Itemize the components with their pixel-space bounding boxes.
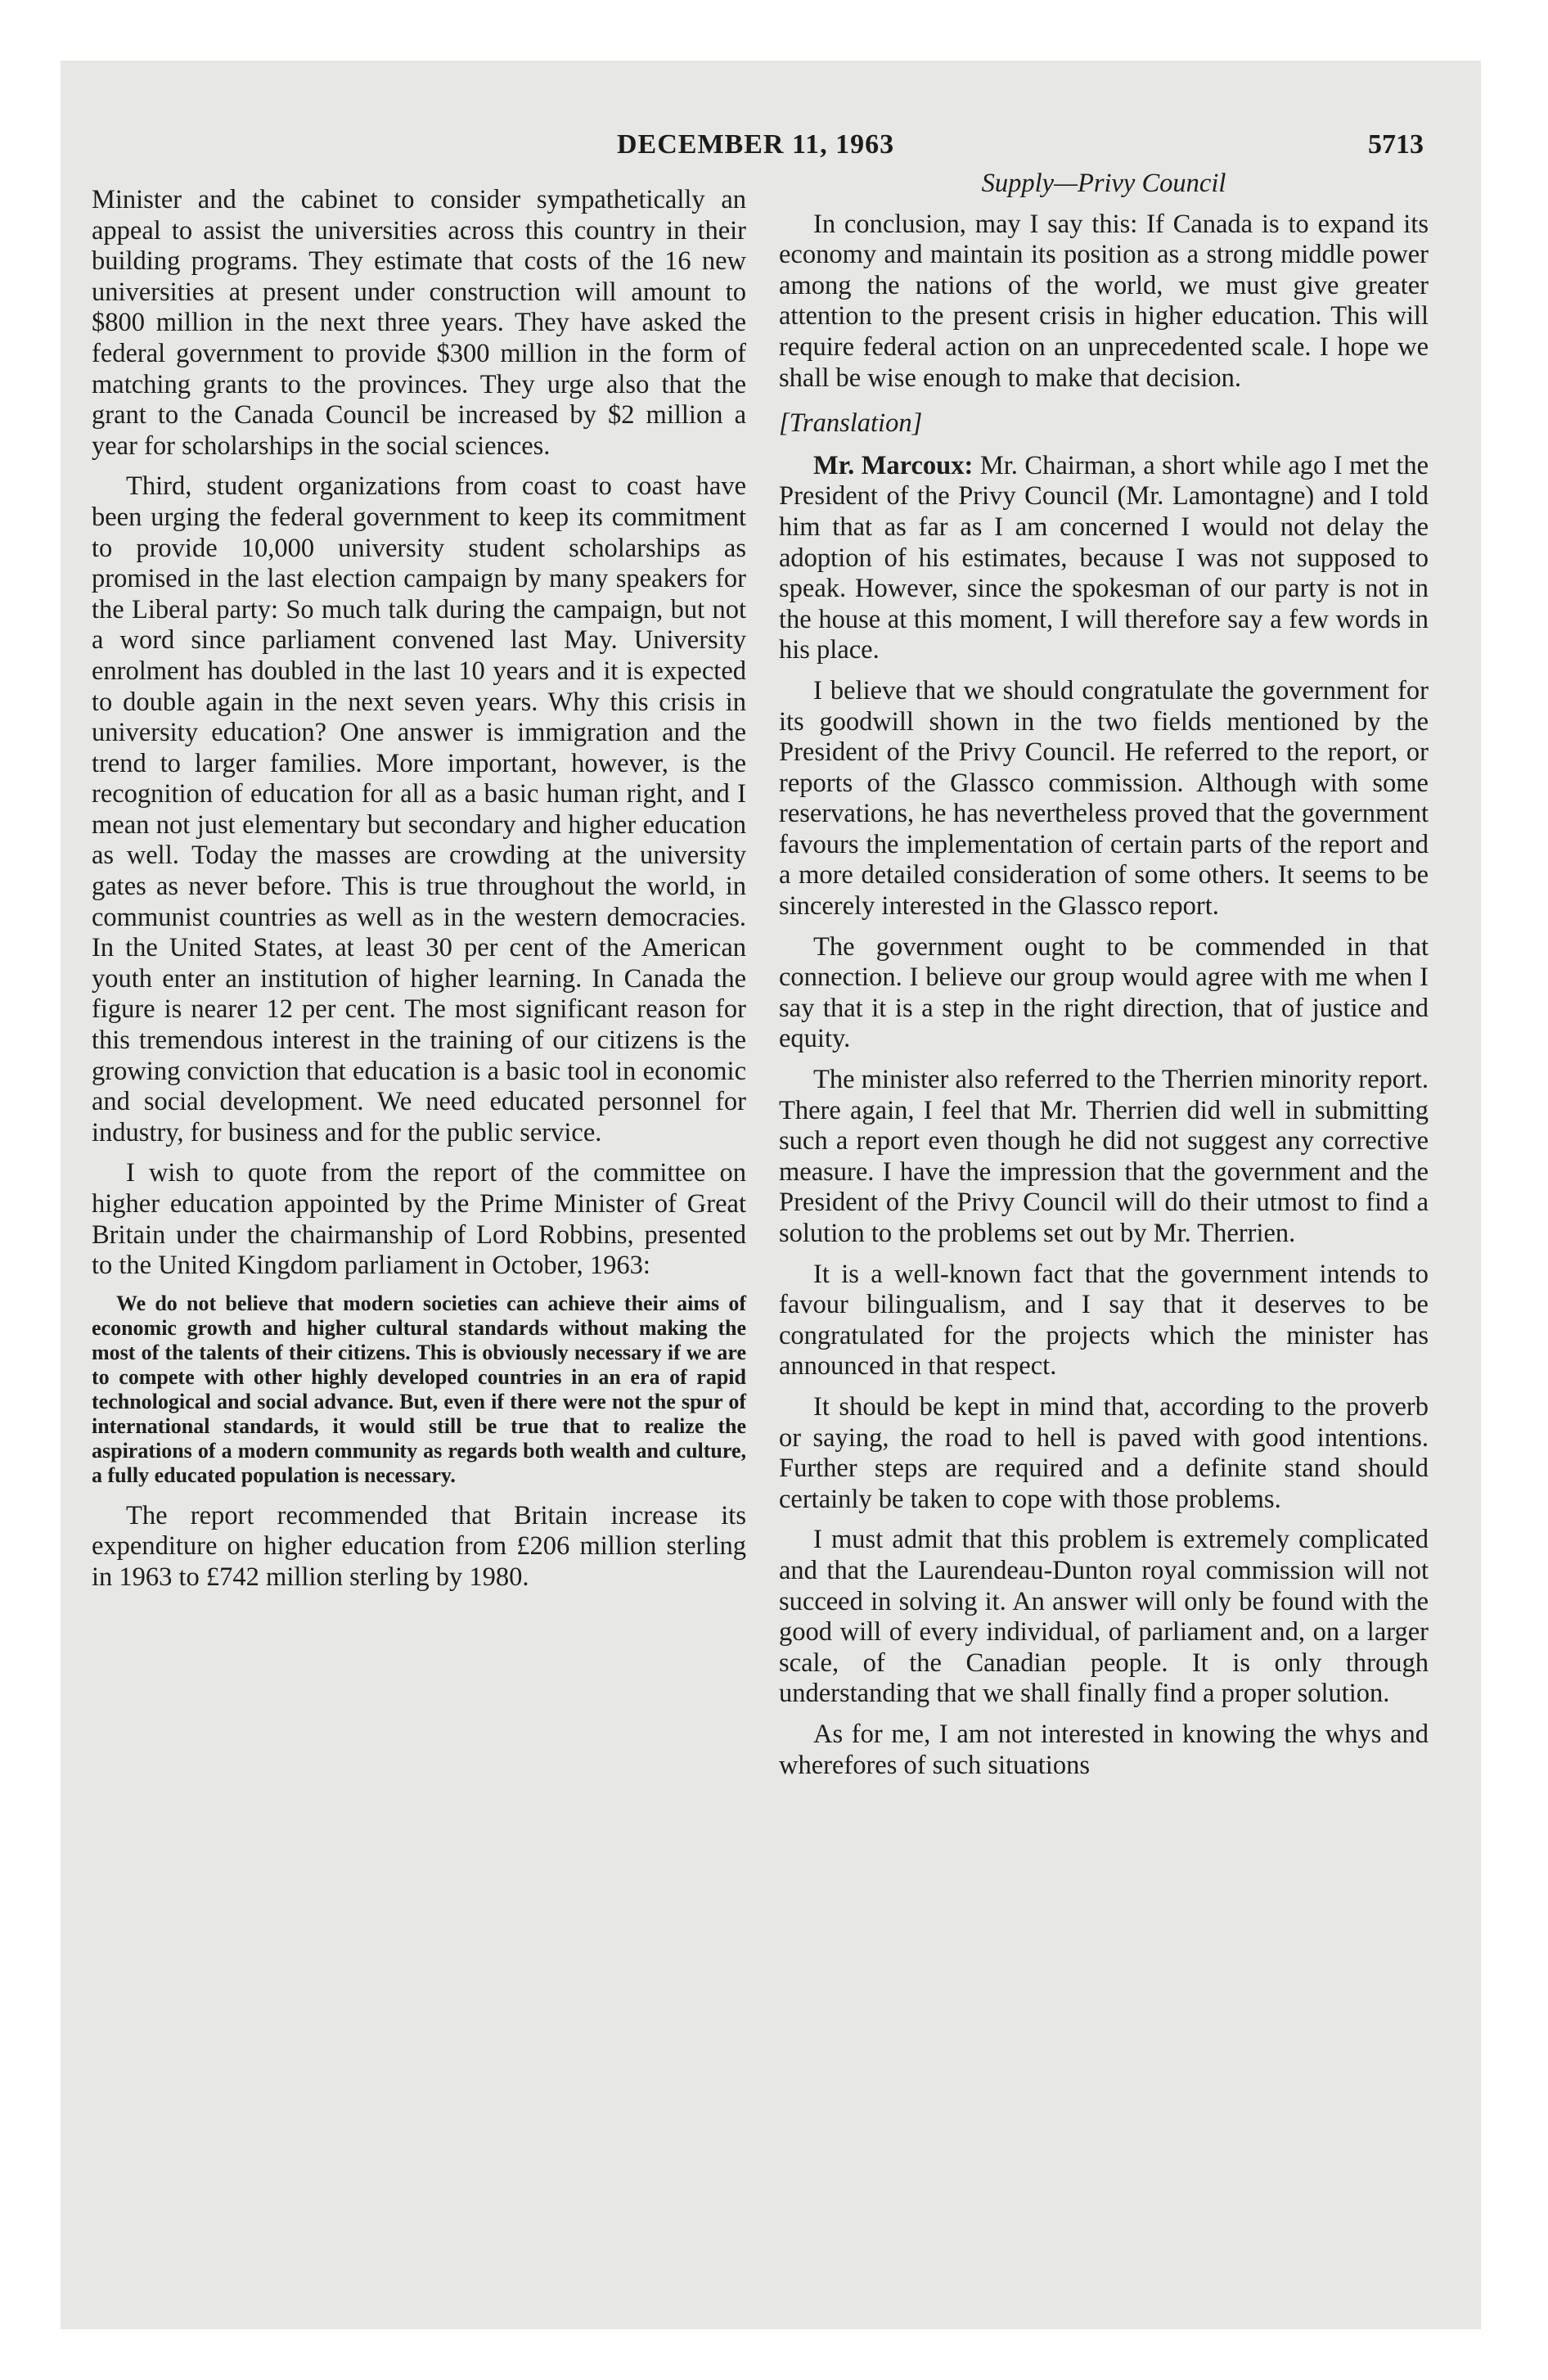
page-header: [61, 129, 1481, 170]
header-date: DECEMBER 11, 1963: [617, 129, 895, 160]
right-paragraph-8: I must admit that this problem is extremely complicated and that the Laurendeau-Dunton royal commission will not succeed in solving it. An answer will only be found with the good will of every individual, of parliament and, on a larger scale, of the Canadian people. It is only through understanding that we shall finally find a proper solution.: [779, 1525, 1429, 1709]
section-title: Supply—Privy Council: [981, 169, 1226, 198]
left-paragraph-4: The report recommended that Britain increase its expenditure on higher education from £206 million sterling in 1963 to £742 million sterling by 1980.: [92, 1500, 746, 1592]
left-column: [92, 185, 746, 1603]
left-paragraph-1: Minister and the cabinet to consider sympathetically an appeal to assist the universities across this country in their building programs. They estimate that costs of the 16 new universities at present under construction will amount to $800 million in the next three years. They have asked the federal government to provide $300 million in the form of matching grants to the provinces. They urge also that the grant to the Canada Council be increased by $2 million a year for scholarships in the social sciences.: [92, 185, 746, 461]
right-paragraph-3: I believe that we should congratulate the government for its goodwill shown in the two fields mentioned by the President of the Privy Council. He referred to the report, or reports of the Glassco commission. Although with some reservations, he has nevertheless proved that the government favours the implementation of certain parts of the report and a more detailed consideration of some others. It seems to be sincerely interested in the Glassco report.: [779, 675, 1429, 922]
right-paragraph-1: In conclusion, may I say this: If Canada is to expand its economy and maintain its position as a strong middle power among the nations of the world, we must give greater attention to the present crisis in higher education. This will require federal action on an unprecedented scale. I hope we shall be wise enough to make that decision.: [779, 209, 1429, 393]
page-number: 5713: [1368, 129, 1424, 160]
speaker-remarks: Mr. Chairman, a short while ago I met the President of the Privy Council (Mr. Lamontagne) and I told him that as far as I am concerned I would not delay the adoption of his estimates, because I was not supposed to speak. However, since the spokesman of our party is not in the house at this moment, I will therefore say a few words in his place.: [779, 450, 1429, 665]
right-paragraph-4: The government ought to be commended in that connection. I believe our group would agree with me when I say that it is a step in the right direction, that of justice and equity.: [779, 931, 1429, 1054]
speaker-name: Mr. Marcoux:: [813, 450, 974, 480]
right-paragraph-7: It should be kept in mind that, according to the proverb or saying, the road to hell is paved with good intentions. Further steps are required and a definite stand should certainly be taken to cope with those problems.: [779, 1391, 1429, 1514]
left-paragraph-3: I wish to quote from the report of the committee on higher education appointed by the Prime Minister of Great Britain under the chairmanship of Lord Robbins, presented to the United Kingdom parliament in October, 1963:: [92, 1158, 746, 1281]
right-paragraph-6: It is a well-known fact that the government intends to favour bilingualism, and I say that it deserves to be congratulated for the projects which the minister has announced in that respect.: [779, 1259, 1429, 1382]
right-paragraph-9: As for me, I am not interested in knowing the whys and wherefores of such situations: [779, 1719, 1429, 1780]
scanned-page: [61, 61, 1481, 2329]
left-paragraph-2: Third, student organizations from coast to coast have been urging the federal government to keep its commitment to provide 10,000 university student scholarships as promised in the last election campaign by many speakers for the Liberal party: So much talk during the campaign, but not a word since parliament convened last May. University enrolment has doubled in the last 10 years and it is expected to double again in the next seven years. Why this crisis in university education? One answer is immigration and the trend to larger families. More important, however, is the recognition of education for all as a basic human right, and I mean not just elementary but secondary and higher education as well. Today the masses are crowding at the university gates as never before. This is true throughout the world, in communist countries as well as in the western democracies. In the United States, at least 30 per cent of the American youth enter an institution of higher learning. In Canada the figure is nearer 12 per cent. The most significant reason for this tremendous interest in the training of our citizens is the growing conviction that education is a basic tool in economic and social development. We need educated personnel for industry, for business and for the public service.: [92, 471, 746, 1147]
translation-label: [Translation]: [779, 408, 923, 439]
right-paragraph-2: [779, 451, 1429, 666]
right-paragraph-5: The minister also referred to the Therrien minority report. There again, I feel that Mr. Therrien did well in submitting such a report even though he did not suggest any corrective measure. I have the impression that the government and the President of the Privy Council will do their utmost to find a solution to the problems set out by Mr. Therrien.: [779, 1065, 1429, 1248]
robbins-report-quote: We do not believe that modern societies can achieve their aims of economic growth and higher cultural standards without making the most of the talents of their citizens. This is obviously necessary if we are to compete with other highly developed countries in an era of rapid technological and social advance. But, even if there were not the spur of international standards, it would still be true that to realize the aspirations of a modern community as regards both wealth and culture, a fully educated population is necessary.: [92, 1291, 746, 1487]
right-column: [779, 169, 1429, 1791]
